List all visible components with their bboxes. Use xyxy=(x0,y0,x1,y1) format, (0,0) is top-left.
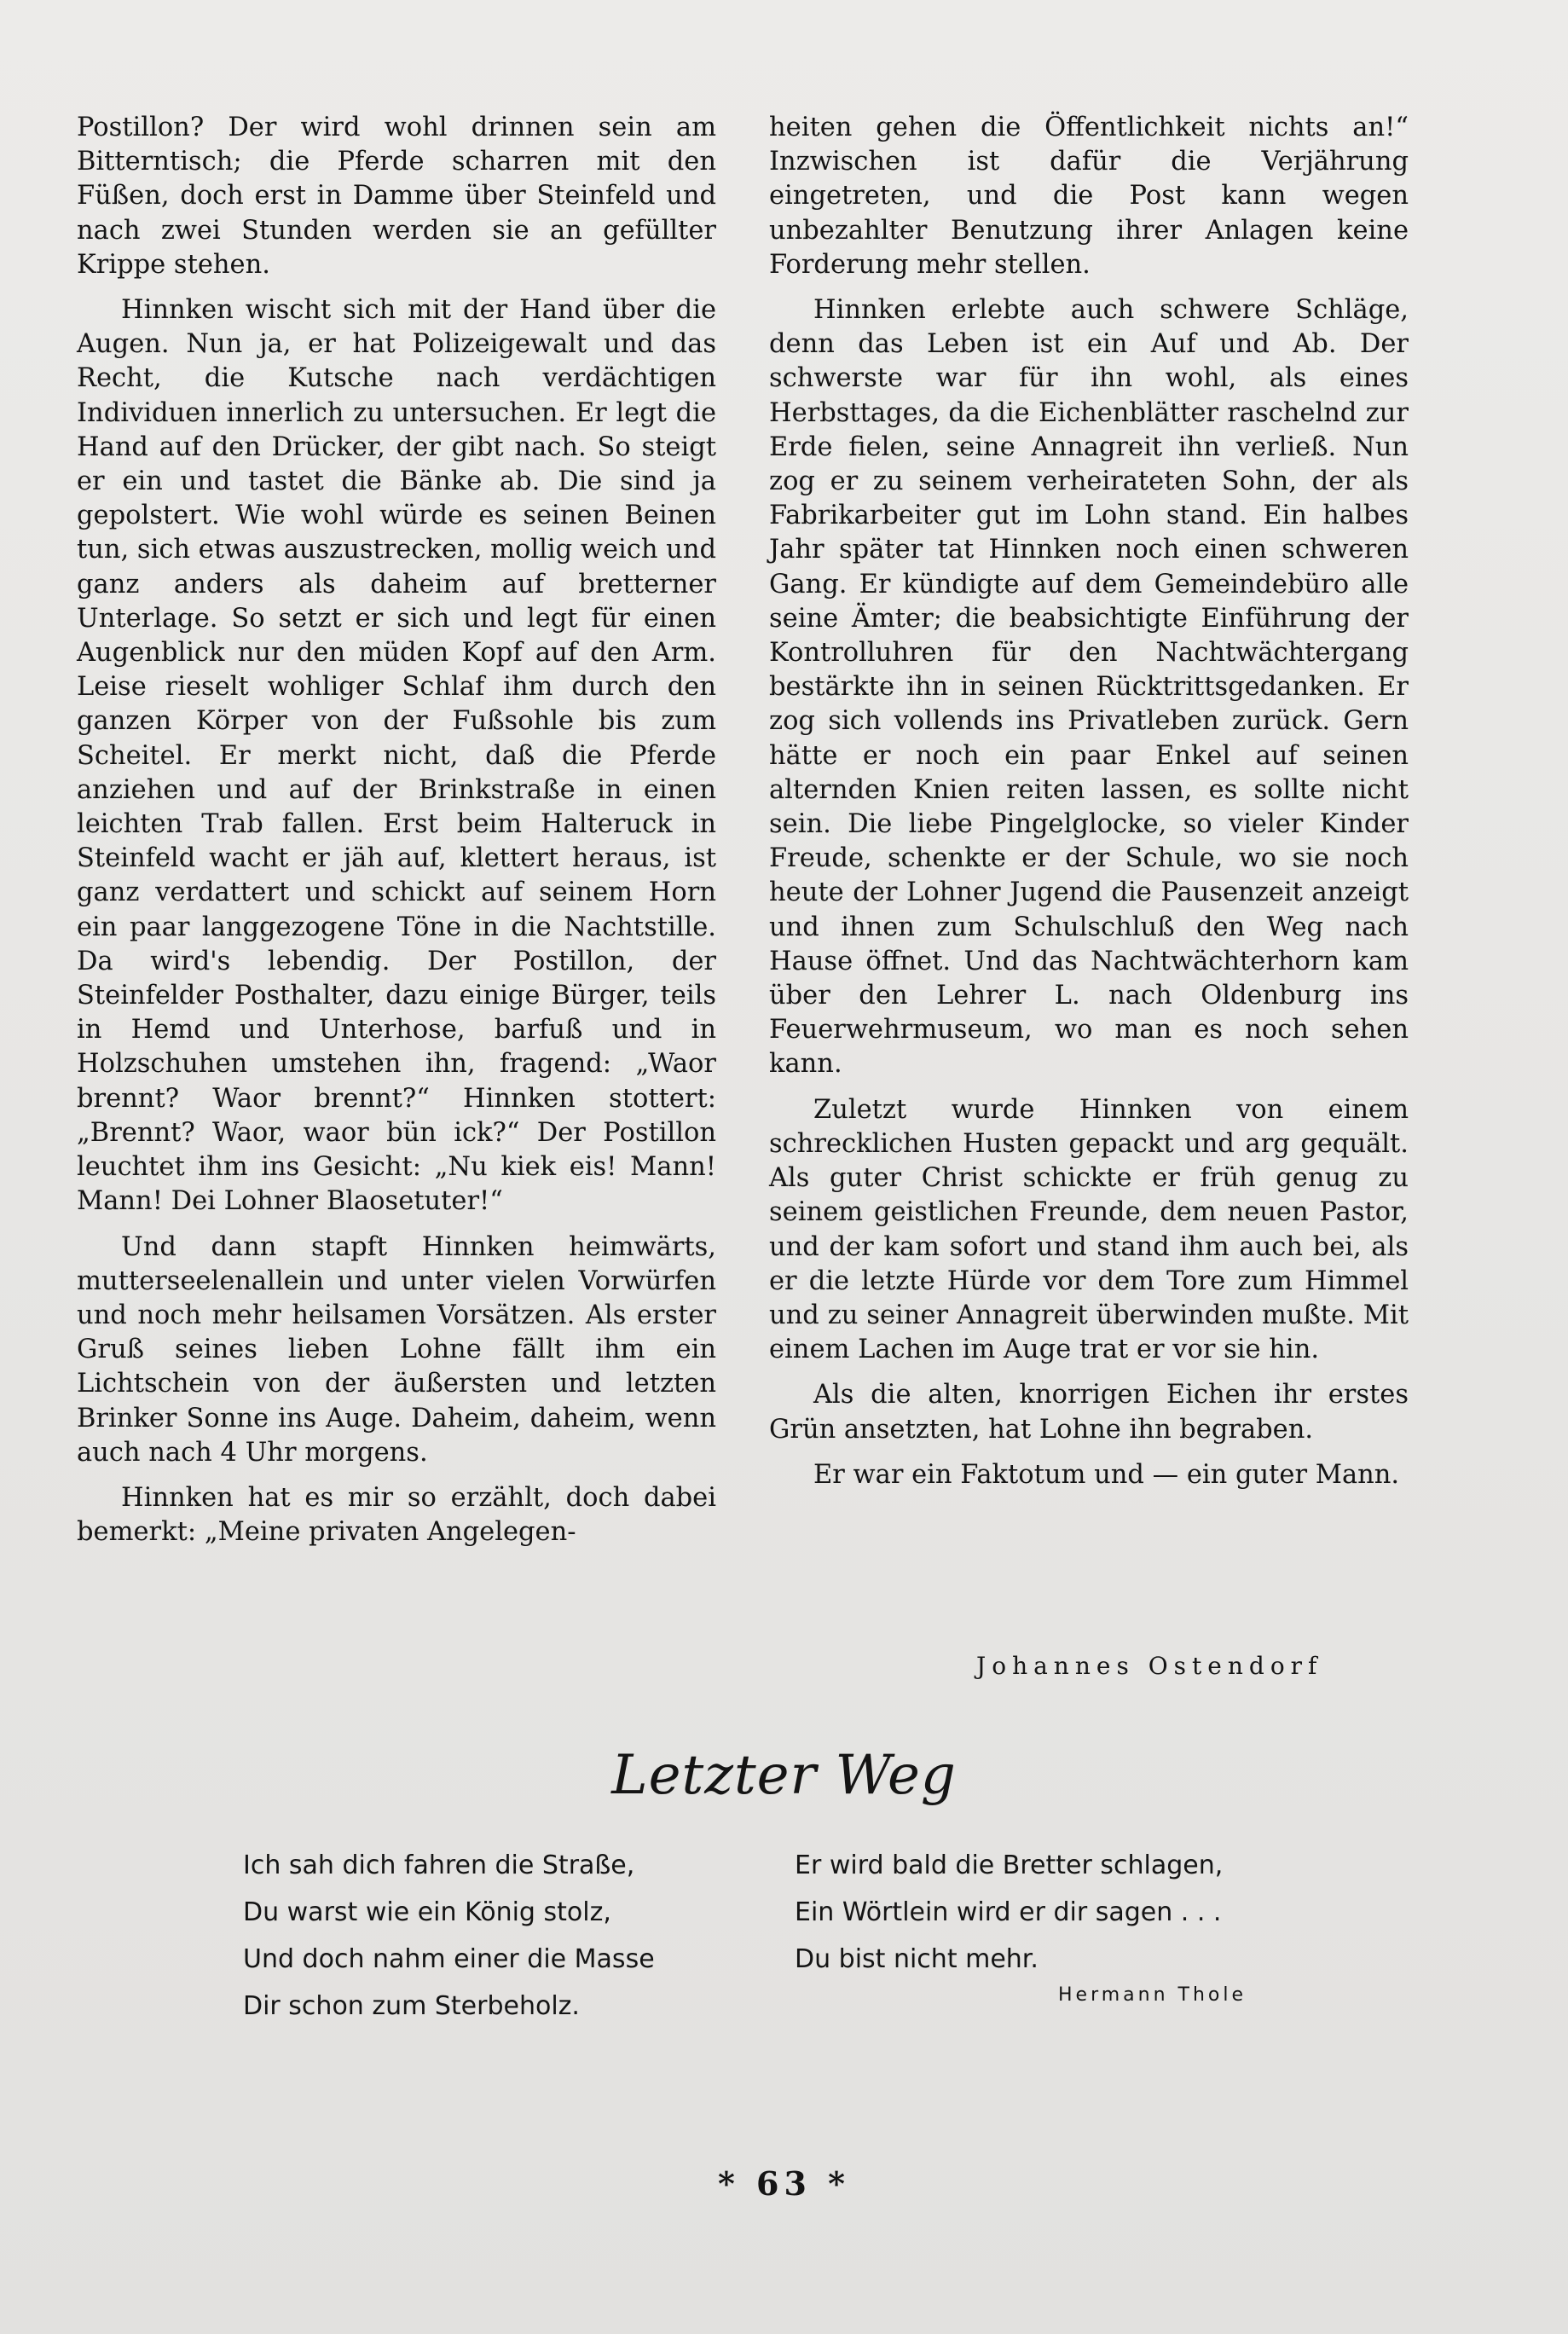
prose-author: Johannes Ostendorf xyxy=(976,1652,1323,1680)
poem-line: Ein Wörtlein wird er dir sagen . . . xyxy=(795,1897,1222,1927)
paragraph: Als die alten, knorrigen Eichen ihr erstes Grün ansetzten, hat Lohne ihn begraben. xyxy=(769,1380,1409,1445)
poem-line: Und doch nahm einer die Masse xyxy=(243,1944,655,1974)
paragraph: Zuletzt wurde Hinnken von einem schrecklichen Husten gepackt und arg gequält. Als guter Christ schickte er früh genug zu seinem geistlichen Freunde, dem neuen Pastor, und der kam sofort und stand ihm auch bei, als er die letzte Hürde vor dem Tore zum Himmel und zu seiner Annagreit überwinden mußte. Mit einem Lachen im Auge trat er vor sie hin. xyxy=(769,1094,1409,1365)
poem-line: Ich sah dich fahren die Straße, xyxy=(243,1850,635,1880)
page-number: * 63 * xyxy=(717,2164,851,2203)
paragraph: heiten gehen die Öffentlichkeit nichts an!“ Inzwischen ist dafür die Verjährung eingetreten, und die Post kann wegen unbezahlter Benutzung ihrer Anlagen keine Forderung mehr stellen. xyxy=(769,113,1409,280)
paragraph: Hinnken wischt sich mit der Hand über die Augen. Nun ja, er hat Polizeigewalt und das Recht, die Kutsche nach verdächtigen Individuen innerlich zu untersuchen. Er legt die Hand auf den Drücker, der gibt nach. So steigt er ein und tastet die Bänke ab. Die sind ja gepolstert. Wie wohl würde es seinen Beinen tun, sich etwas auszustrecken, mollig weich und ganz anders als daheim auf bretterner Unterlage. So setzt er sich und legt für einen Augenblick nur den müden Kopf auf den Arm. Leise rieselt wohliger Schlaf ihm durch den ganzen Körper von der Fußsohle bis zum Scheitel. Er merkt nicht, daß die Pferde anziehen und auf der Brinkstraße in einen leichten Trab fallen. Erst beim Halteruck in Steinfeld wacht er jäh auf, klettert heraus, ist ganz verdattert und schickt auf seinem Horn ein paar langgezogene Töne in die Nachtstille. Da wird's lebendig. Der Postillon, der Steinfelder Posthalter, dazu einige Bürger, teils in Hemd und Unterhose, barfuß und in Holzschuhen umstehen ihn, fragend: „Waor brennt? Waor brennt?“ Hinnken stottert: „Brennt? Waor, waor bün ick?“ Der Postillon leuchtet ihm ins Gesicht: „Nu kiek eis! Mann! Mann! Dei Lohner Blaosetuter!“ xyxy=(77,295,716,1217)
poem-line: Du bist nicht mehr. xyxy=(795,1944,1039,1974)
poem-stanza-2 xyxy=(795,1842,1223,1983)
poem-line: Dir schon zum Sterbeholz. xyxy=(243,1991,580,2021)
poem-line: Du warst wie ein König stolz, xyxy=(243,1897,611,1927)
prose-left-column xyxy=(77,111,716,1561)
poem-line: Er wird bald die Bretter schlagen, xyxy=(795,1850,1224,1880)
prose-right-column xyxy=(769,111,1409,1503)
paragraph: Hinnken erlebte auch schwere Schläge, denn das Leben ist ein Auf und Ab. Der schwerste war für ihn wohl, als eines Herbsttages, da die Eichenblätter raschelnd zur Erde fielen, seine Annagreit ihn verließ. Nun zog er zu seinem verheirateten Sohn, der als Fabrikarbeiter gut im Lohn stand. Ein halbes Jahr später tat Hinnken noch einen schweren Gang. Er kündigte auf dem Gemeindebüro alle seine Ämter; die beabsichtigte Einführung der Kontrolluhren für den Nachtwächtergang bestärkte ihn in seinen Rücktrittsgedanken. Er zog sich vollends ins Privatleben zurück. Gern hätte er noch ein paar Enkel auf seinen alternden Knien reiten lassen, es sollte nicht sein. Die liebe Pingelglocke, so vieler Kinder Freude, schenkte er der Schule, wo sie noch heute der Lohner Jugend die Pausenzeit anzeigt und ihnen zum Schulschluß den Weg nach Hause öffnet. Und das Nachtwächterhorn kam über den Lehrer L. nach Oldenburg ins Feuerwehrmuseum, wo man es noch sehen kann. xyxy=(769,295,1409,1080)
poem-author: Hermann Thole xyxy=(1058,1984,1247,2006)
paragraph: Und dann stapft Hinnken heimwärts, mutterseelenallein und unter vielen Vorwürfen und noch mehr heilsamen Vorsätzen. Als erster Gruß seines lieben Lohne fällt ihm ein Lichtschein von der äußersten und letzten Brinker Sonne ins Auge. Daheim, daheim, wenn auch nach 4 Uhr morgens. xyxy=(77,1231,716,1468)
poem-title: Letzter Weg xyxy=(611,1744,957,1807)
paragraph: Er war ein Faktotum und — ein guter Mann. xyxy=(813,1459,1400,1490)
paragraph: Hinnken hat es mir so erzählt, doch dabei bemerkt: „Meine privaten Angelegen- xyxy=(77,1482,716,1548)
poem-stanza-1 xyxy=(243,1842,655,2030)
paragraph: Postillon? Der wird wohl drinnen sein am Bitterntisch; die Pferde scharren mit den Füßen, doch erst in Damme über Steinfeld und nach zwei Stunden werden sie an gefüllter Krippe stehen. xyxy=(77,113,716,280)
